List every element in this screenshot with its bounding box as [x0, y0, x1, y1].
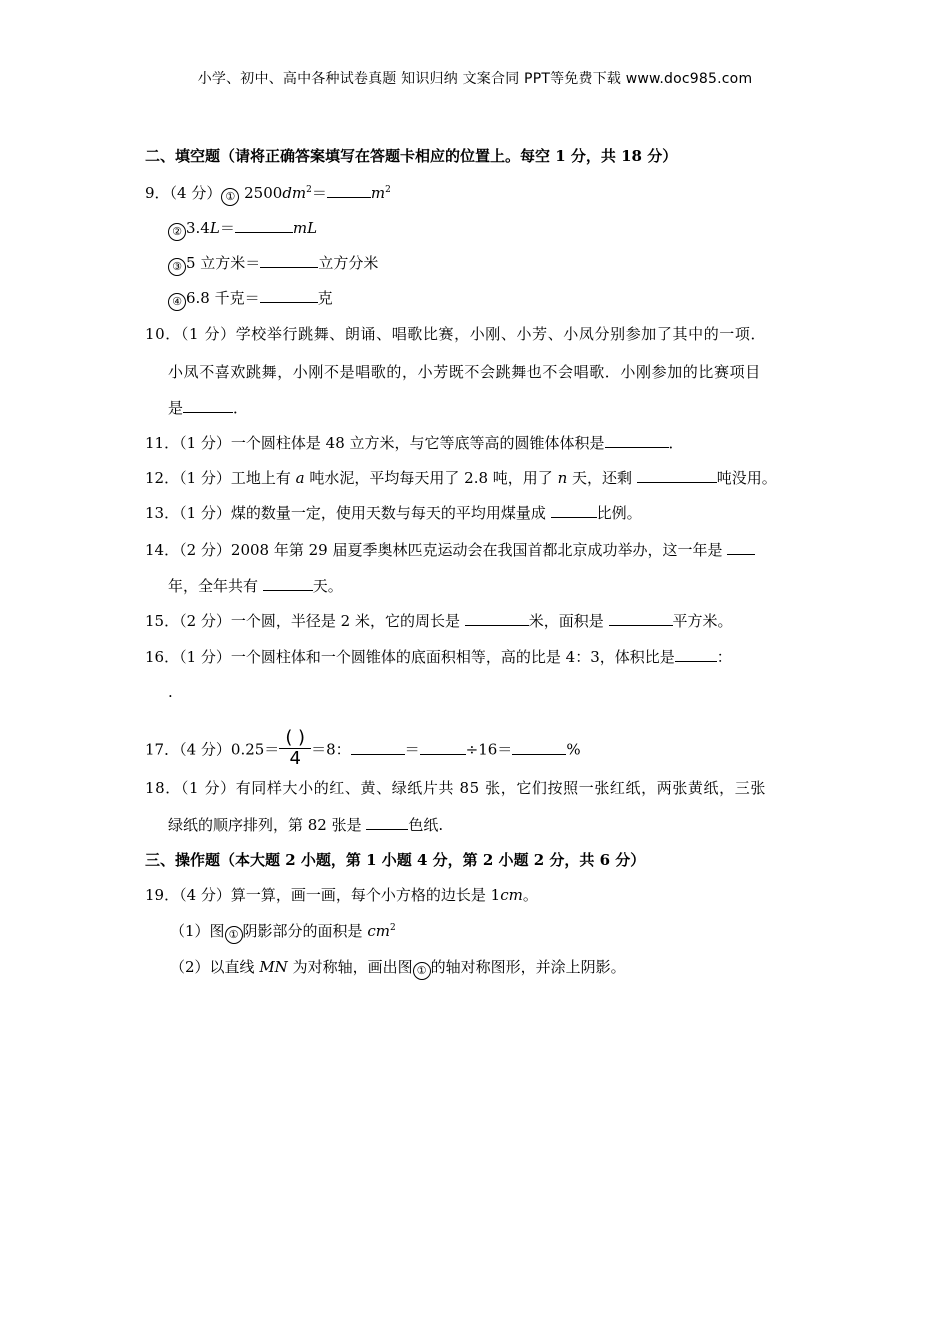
q15-text-c: 平方米。 — [672, 612, 733, 630]
question-19-part-1 — [170, 921, 396, 944]
answer-blank[interactable] — [183, 398, 233, 413]
q12-text-a: 12．（1 分）工地上有 — [145, 469, 296, 487]
answer-blank[interactable] — [609, 611, 673, 626]
answer-blank[interactable] — [260, 253, 318, 268]
answer-blank[interactable] — [366, 815, 408, 830]
answer-blank[interactable] — [260, 288, 318, 303]
answer-blank[interactable] — [605, 433, 669, 448]
q12-text-b: 吨水泥，平均每天用了 2.8 吨，用了 — [304, 469, 558, 487]
q17-equals: ＝ — [404, 740, 420, 759]
circled-number-1: ① — [225, 926, 243, 944]
question-19 — [145, 885, 538, 905]
question-9-line-3 — [168, 253, 378, 276]
circled-number-2: ② — [168, 223, 186, 241]
q19-2-label: （2）以直线 — [170, 958, 260, 976]
section-2-title: 二、填空题（请将正确答案填写在答题卡相应的位置上。每空 1 分，共 18 分） — [145, 147, 678, 165]
question-10-line-1: 10．（1 分）学校举行跳舞、朗诵、唱歌比赛，小刚、小芳、小凤分别参加了其中的一项． — [145, 325, 767, 343]
q13-text: 13．（1 分）煤的数量一定，使用天数与每天的平均用煤量成 — [145, 504, 551, 522]
question-18-line-1: 18．（1 分）有同样大小的红、黄、绿纸片共 85 张，它们按照一张红纸，两张黄纸，三张 — [145, 779, 766, 797]
q12-text-d: 吨没用。 — [716, 469, 777, 487]
q9-4-text: 6.8 千克＝ — [186, 289, 260, 307]
answer-blank[interactable] — [512, 740, 566, 755]
q9-1-value: 2500 — [239, 184, 283, 202]
answer-blank[interactable] — [235, 218, 293, 233]
question-16-line-1 — [145, 647, 732, 667]
answer-blank[interactable] — [675, 647, 717, 662]
question-18-line-2 — [168, 815, 443, 835]
q9-2-equals: ＝ — [219, 219, 235, 237]
question-15 — [145, 611, 733, 631]
question-9-line-4 — [168, 288, 333, 311]
q11-text: 11．（1 分）一个圆柱体是 48 立方米，与它等底等高的圆锥体体积是 — [145, 434, 605, 452]
q9-1-unit-b: m — [370, 184, 386, 202]
q11-period: ． — [668, 434, 684, 452]
q17-percent: % — [566, 740, 581, 759]
question-19-part-2 — [170, 957, 626, 980]
answer-blank[interactable] — [637, 468, 717, 483]
q9-3-unit: 立方分米 — [318, 254, 379, 272]
q14-text: 14．（2 分）2008 年第 29 届夏季奥林匹克运动会在我国首都北京成功举办，这一年是 — [145, 541, 728, 559]
q19-2-text-b: 的轴对称图形，并涂上阴影。 — [430, 958, 626, 976]
question-12 — [145, 468, 777, 488]
q19-1-label: （1）图 — [170, 922, 225, 940]
q12-text-c: 天，还剩 — [567, 469, 637, 487]
answer-blank[interactable] — [727, 540, 755, 555]
q19-period: 。 — [522, 886, 538, 904]
q10-text: 是 — [168, 399, 184, 417]
question-10-line-3 — [168, 398, 248, 418]
question-16-line-2: . — [168, 683, 173, 701]
circled-number-4: ④ — [168, 293, 186, 311]
answer-blank[interactable] — [263, 576, 313, 591]
fraction — [279, 728, 311, 769]
q16-colon: ： — [716, 648, 732, 666]
q13-text-b: 比例。 — [596, 504, 642, 522]
circled-number-1: ① — [221, 188, 239, 206]
question-9-line-1 — [145, 183, 391, 206]
q15-text-a: 15．（2 分）一个圆，半径是 2 米，它的周长是 — [145, 612, 465, 630]
q9-2-unit-b: mL — [292, 219, 318, 237]
q19-2-axis: MN — [259, 958, 288, 976]
q9-1-sup: 2 — [306, 185, 312, 195]
q9-1-sup-b: 2 — [385, 185, 391, 195]
question-9-line-2 — [168, 218, 317, 241]
q17-ratio: ＝8： — [311, 740, 351, 759]
q10-period: ． — [233, 399, 249, 417]
q18-text-b: 色纸. — [408, 816, 444, 834]
q9-prefix: 9．（4 分） — [145, 184, 222, 202]
q19-2-text: 为对称轴，画出图 — [287, 958, 413, 976]
q19-1-text: 阴影部分的面积是 — [242, 922, 368, 940]
answer-blank[interactable] — [420, 740, 466, 755]
q14-text-b: 年，全年共有 — [168, 577, 263, 595]
q18-text: 绿纸的顺序排列，第 82 张是 — [168, 816, 367, 834]
fraction-denominator: 4 — [289, 748, 301, 769]
q9-1-unit: dm — [282, 184, 307, 202]
q9-3-text: 5 立方米＝ — [186, 254, 261, 272]
q19-1-unit: cm — [367, 922, 390, 940]
circled-number-3: ③ — [168, 258, 186, 276]
q9-2-unit: L — [209, 219, 220, 237]
circled-number-1: ① — [413, 962, 431, 980]
fraction-numerator-blank[interactable]: ( ) — [285, 727, 306, 748]
question-11 — [145, 433, 684, 453]
page-header: 小学、初中、高中各种试卷真题 知识归纳 文案合同 PPT等免费下载 www.doc985.com — [197, 71, 753, 87]
question-14-line-2 — [168, 576, 343, 596]
answer-blank[interactable] — [465, 611, 529, 626]
answer-blank[interactable] — [351, 740, 405, 755]
q17-text: 17．（4 分）0.25＝ — [145, 740, 280, 759]
section-3-title: 三、操作题（本大题 2 小题，第 1 小题 4 分，第 2 小题 2 分，共 6 分） — [145, 851, 646, 869]
q9-4-unit: 克 — [317, 289, 333, 307]
q19-1-sup: 2 — [389, 923, 396, 933]
q12-var-a: a — [295, 469, 305, 487]
q14-text-c: 天。 — [312, 577, 343, 595]
question-17 — [145, 727, 581, 771]
question-10-line-2: 小凤不喜欢跳舞，小刚不是唱歌的，小芳既不会跳舞也不会唱歌．小刚参加的比赛项目 — [168, 363, 761, 381]
answer-blank[interactable] — [327, 183, 371, 198]
question-13 — [145, 503, 642, 523]
q9-1-equals: ＝ — [311, 184, 327, 202]
question-14-line-1 — [145, 540, 755, 560]
q16-text: 16．（1 分）一个圆柱体和一个圆锥体的底面积相等，高的比是 4：3，体积比是 — [145, 648, 675, 666]
q12-var-n: n — [557, 469, 568, 487]
q19-unit: cm — [500, 886, 523, 904]
q19-text: 19．（4 分）算一算，画一画，每个小方格的边长是 1 — [145, 886, 501, 904]
q17-divide: ÷16＝ — [465, 740, 513, 759]
answer-blank[interactable] — [551, 503, 597, 518]
q15-text-b: 米，面积是 — [528, 612, 609, 630]
q9-2-value: 3.4 — [186, 219, 210, 237]
